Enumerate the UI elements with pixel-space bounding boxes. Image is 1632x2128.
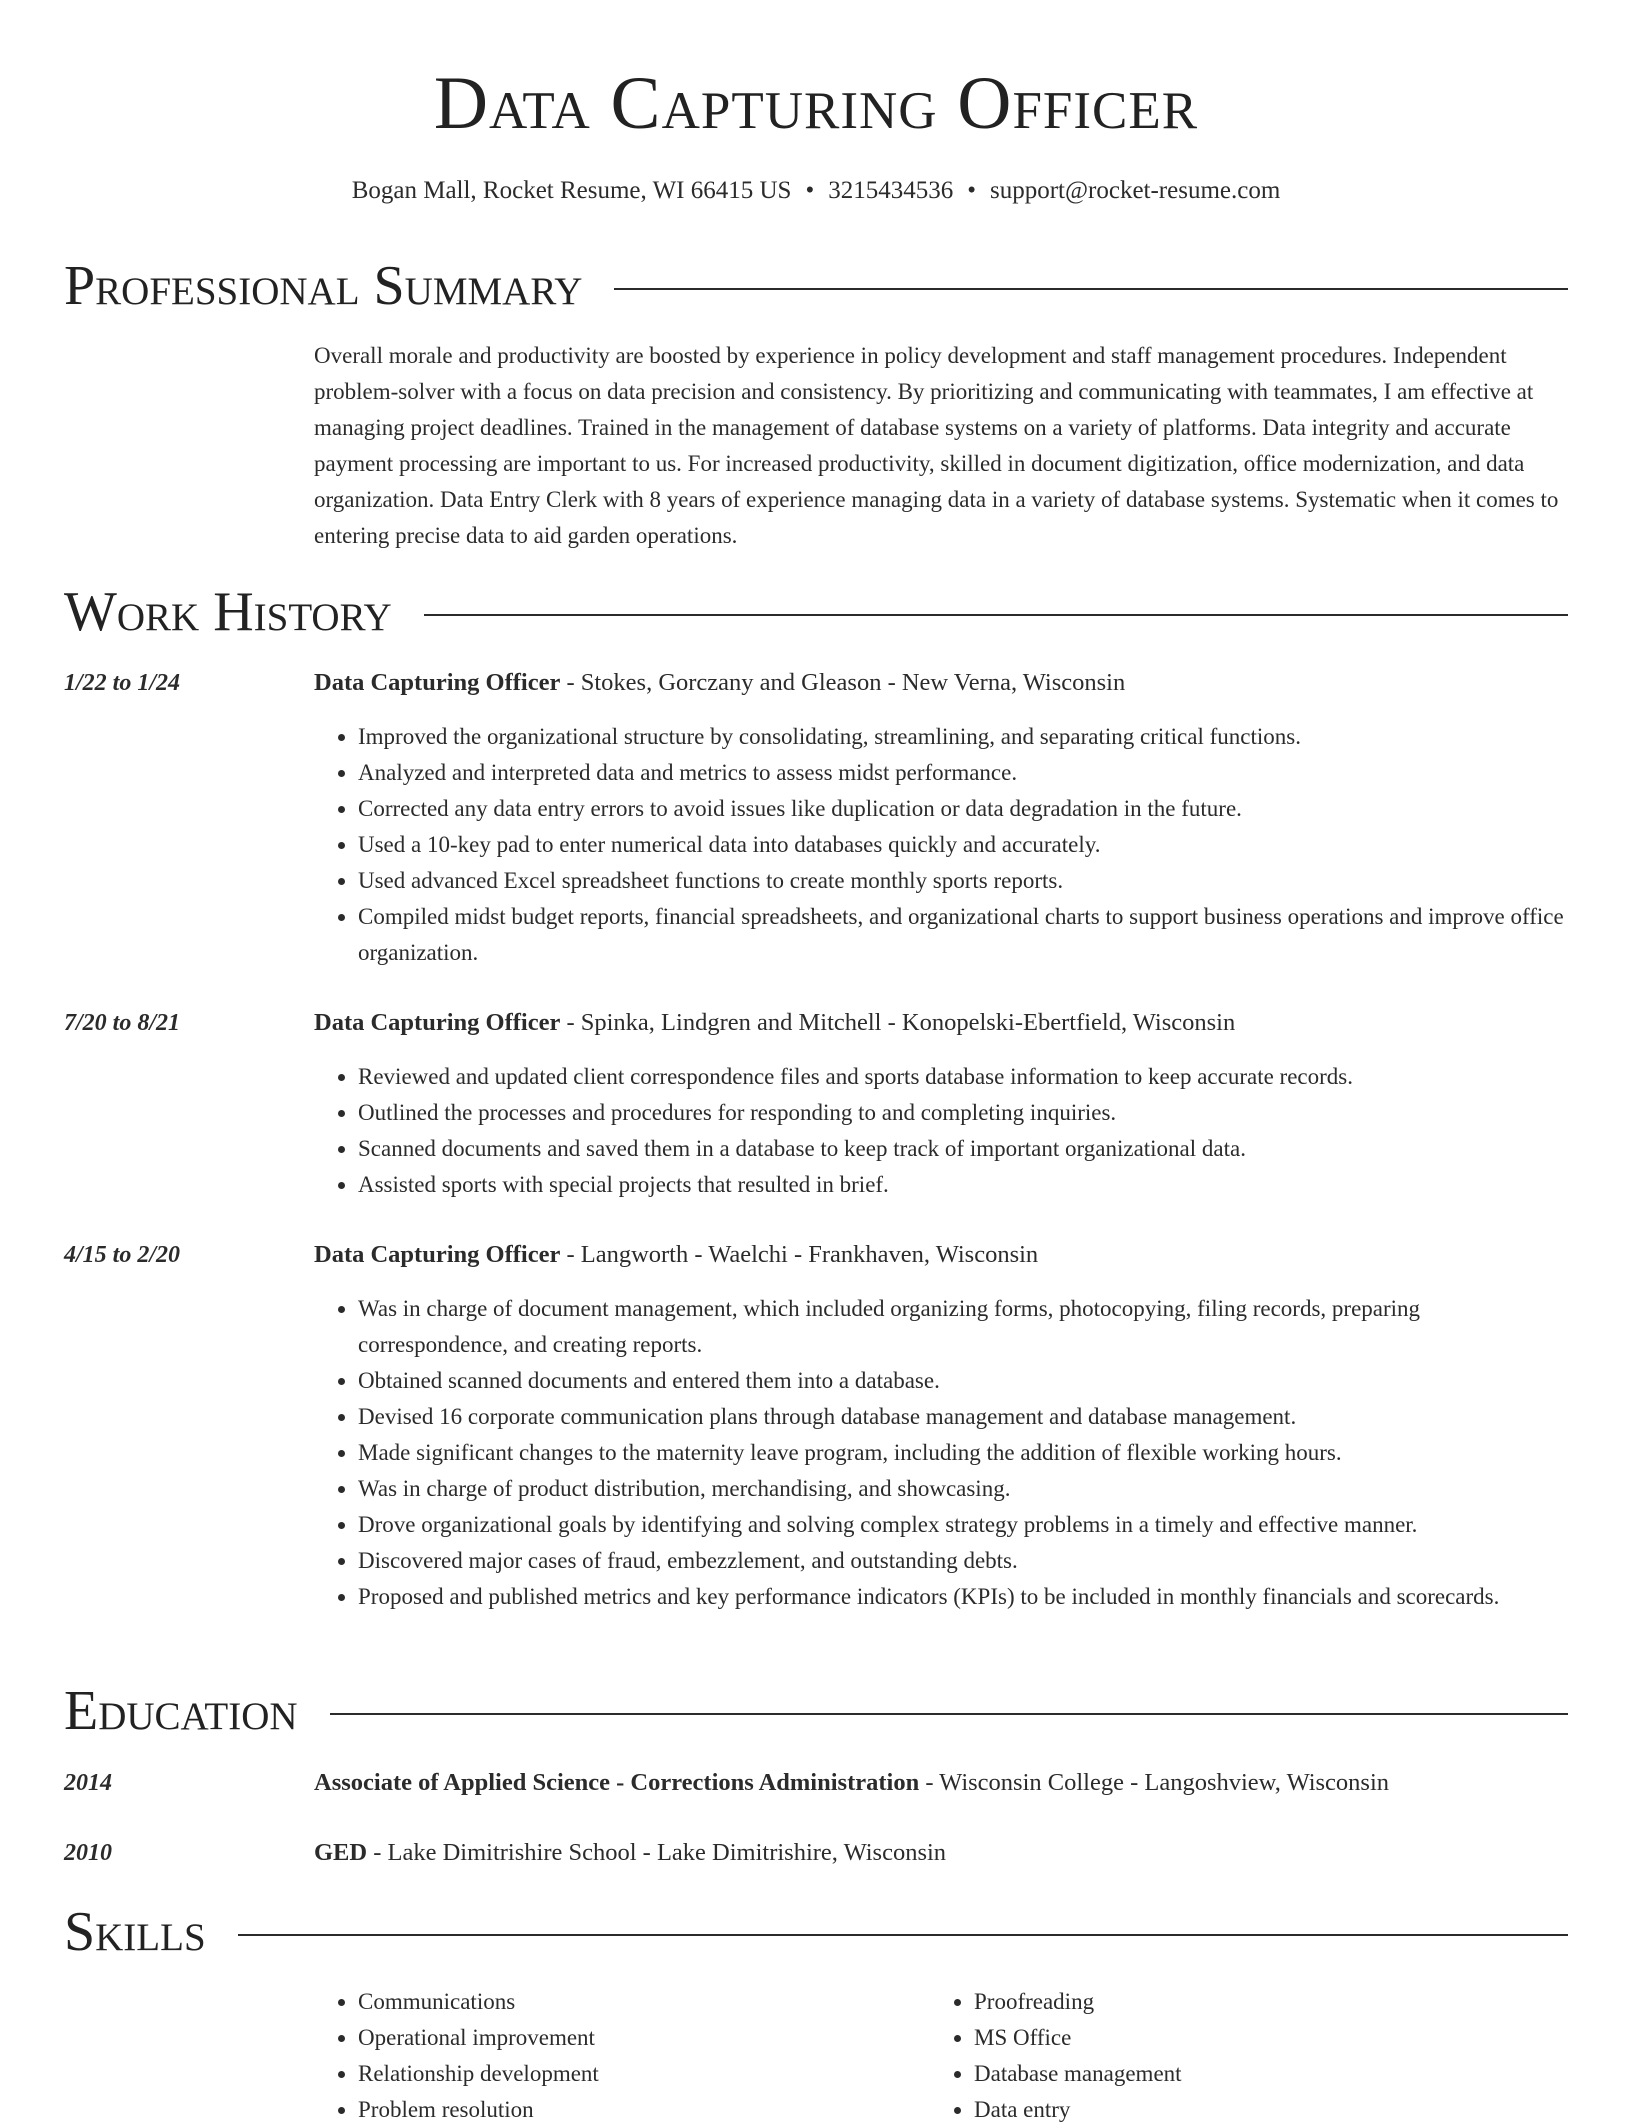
work-bullet: • Corrected any data entry errors to avoid issues like duplication or data degradation in the future. — [358, 791, 1568, 827]
work-bullet: • Analyzed and interpreted data and metrics to assess midst performance. — [358, 755, 1568, 791]
section-title: Skills — [64, 1901, 206, 1963]
section-title: Education — [64, 1680, 298, 1742]
skill-item: • Proofreading — [974, 1984, 1182, 2020]
skill-item: • Data entry — [974, 2092, 1182, 2128]
skill-item: • Communications — [358, 1984, 599, 2020]
skill-item: • Operational improvement — [358, 2020, 599, 2056]
work-bullet: • Made significant changes to the maternity leave program, including the addition of flexible working hours. — [358, 1435, 1568, 1471]
work-bullet: • Scanned documents and saved them in a database to keep track of important organizational data. — [358, 1131, 1568, 1167]
work-headline — [314, 667, 1568, 699]
work-bullet: • Obtained scanned documents and entered them into a database. — [358, 1363, 1568, 1399]
education-year: 2010 — [64, 1840, 112, 1866]
degree: Associate of Applied Science - Corrections Administration — [314, 1769, 920, 1796]
summary-paragraph: Overall morale and productivity are boosted by experience in policy development and staff management procedures. Independent problem-solver with a focus on data precision and consistency. By prioritizing and communicating with teammates, I am effective at managing project deadlines. Trained in the management of database systems on a variety of platforms. Data integrity and accurate payment processing are important to us. For increased productivity, skilled in document digitization, office modernization, and data organization. Data Entry Clerk with 8 years of experience managing data in a variety of database systems. Systematic when it comes to entering precise data to aid garden operations. — [314, 343, 1559, 548]
contact-email: support@rocket-resume.com — [990, 177, 1281, 204]
work-bullet: • Was in charge of document management, which included organizing forms, photocopying, filing records, preparing correspondence, and creating reports. — [358, 1291, 1568, 1363]
resume-name-heading: Data Capturing Officer — [433, 62, 1199, 145]
job-details: - Stokes, Gorczany and Gleason - New Verna, Wisconsin — [560, 669, 1126, 696]
job-title: Data Capturing Officer — [314, 1009, 561, 1036]
education-headline — [314, 1767, 1568, 1799]
section-header-education — [64, 1679, 1568, 1743]
contact-address: Bogan Mall, Rocket Resume, WI 66415 US — [351, 177, 792, 204]
school-details: - Lake Dimitrishire School - Lake Dimitrishire, Wisconsin — [367, 1839, 947, 1866]
work-bullet: • Used advanced Excel spreadsheet functions to create monthly sports reports. — [358, 863, 1568, 899]
work-headline — [314, 1007, 1568, 1039]
work-bullet: • Discovered major cases of fraud, embezzlement, and outstanding debts. — [358, 1543, 1568, 1579]
section-divider — [238, 1934, 1568, 1936]
work-bullets — [314, 1059, 1568, 1203]
work-bullet: • Drove organizational goals by identifying and solving complex strategy problems in a timely and effective manner. — [358, 1507, 1568, 1543]
skill-item: • MS Office — [974, 2020, 1182, 2056]
contact-line — [0, 175, 1632, 207]
degree: GED — [314, 1839, 368, 1866]
section-header-summary — [64, 254, 1568, 318]
job-title: Data Capturing Officer — [314, 1241, 561, 1268]
skills-column-left — [314, 1984, 599, 2128]
work-dates: 4/15 to 2/20 — [64, 1242, 181, 1268]
work-headline — [314, 1239, 1568, 1271]
contact-separator: • — [805, 177, 815, 204]
work-bullet: • Devised 16 corporate communication plans through database management and database management. — [358, 1399, 1568, 1435]
work-bullet: • Compiled midst budget reports, financial spreadsheets, and organizational charts to support business operations and improve office organization. — [358, 899, 1568, 971]
work-bullet: • Proposed and published metrics and key performance indicators (KPIs) to be included in monthly financials and scorecards. — [358, 1579, 1568, 1615]
section-divider — [330, 1713, 1568, 1715]
skills-column-right — [930, 1984, 1182, 2128]
section-divider — [424, 614, 1568, 616]
job-title: Data Capturing Officer — [314, 669, 561, 696]
work-dates: 7/20 to 8/21 — [64, 1010, 181, 1036]
work-bullet: • Used a 10-key pad to enter numerical data into databases quickly and accurately. — [358, 827, 1568, 863]
section-divider — [614, 288, 1568, 290]
section-header-skills — [64, 1900, 1568, 1964]
work-dates: 1/22 to 1/24 — [64, 670, 181, 696]
section-title: Work History — [64, 581, 392, 643]
section-header-work-history — [64, 580, 1568, 644]
contact-phone: 3215434536 — [828, 177, 954, 204]
education-headline — [314, 1837, 1568, 1869]
skill-item: • Relationship development — [358, 2056, 599, 2092]
job-details: - Spinka, Lindgren and Mitchell - Konopelski-Ebertfield, Wisconsin — [560, 1009, 1236, 1036]
work-bullet: • Outlined the processes and procedures for responding to and completing inquiries. — [358, 1095, 1568, 1131]
skill-item: • Problem resolution — [358, 2092, 599, 2128]
work-bullet: • Improved the organizational structure by consolidating, streamlining, and separating critical functions. — [358, 719, 1568, 755]
work-bullets — [314, 719, 1568, 971]
work-bullet: • Assisted sports with special projects that resulted in brief. — [358, 1167, 1568, 1203]
contact-separator: • — [967, 177, 976, 204]
work-bullet: • Reviewed and updated client correspondence files and sports database information to keep accurate records. — [358, 1059, 1568, 1095]
work-bullets — [314, 1291, 1568, 1615]
section-title: Professional Summary — [64, 255, 583, 317]
skill-item: • Database management — [974, 2056, 1182, 2092]
job-details: - Langworth - Waelchi - Frankhaven, Wisconsin — [560, 1241, 1039, 1268]
education-year: 2014 — [64, 1770, 112, 1796]
work-bullet: • Was in charge of product distribution, merchandising, and showcasing. — [358, 1471, 1568, 1507]
school-details: - Wisconsin College - Langoshview, Wisconsin — [919, 1769, 1390, 1796]
